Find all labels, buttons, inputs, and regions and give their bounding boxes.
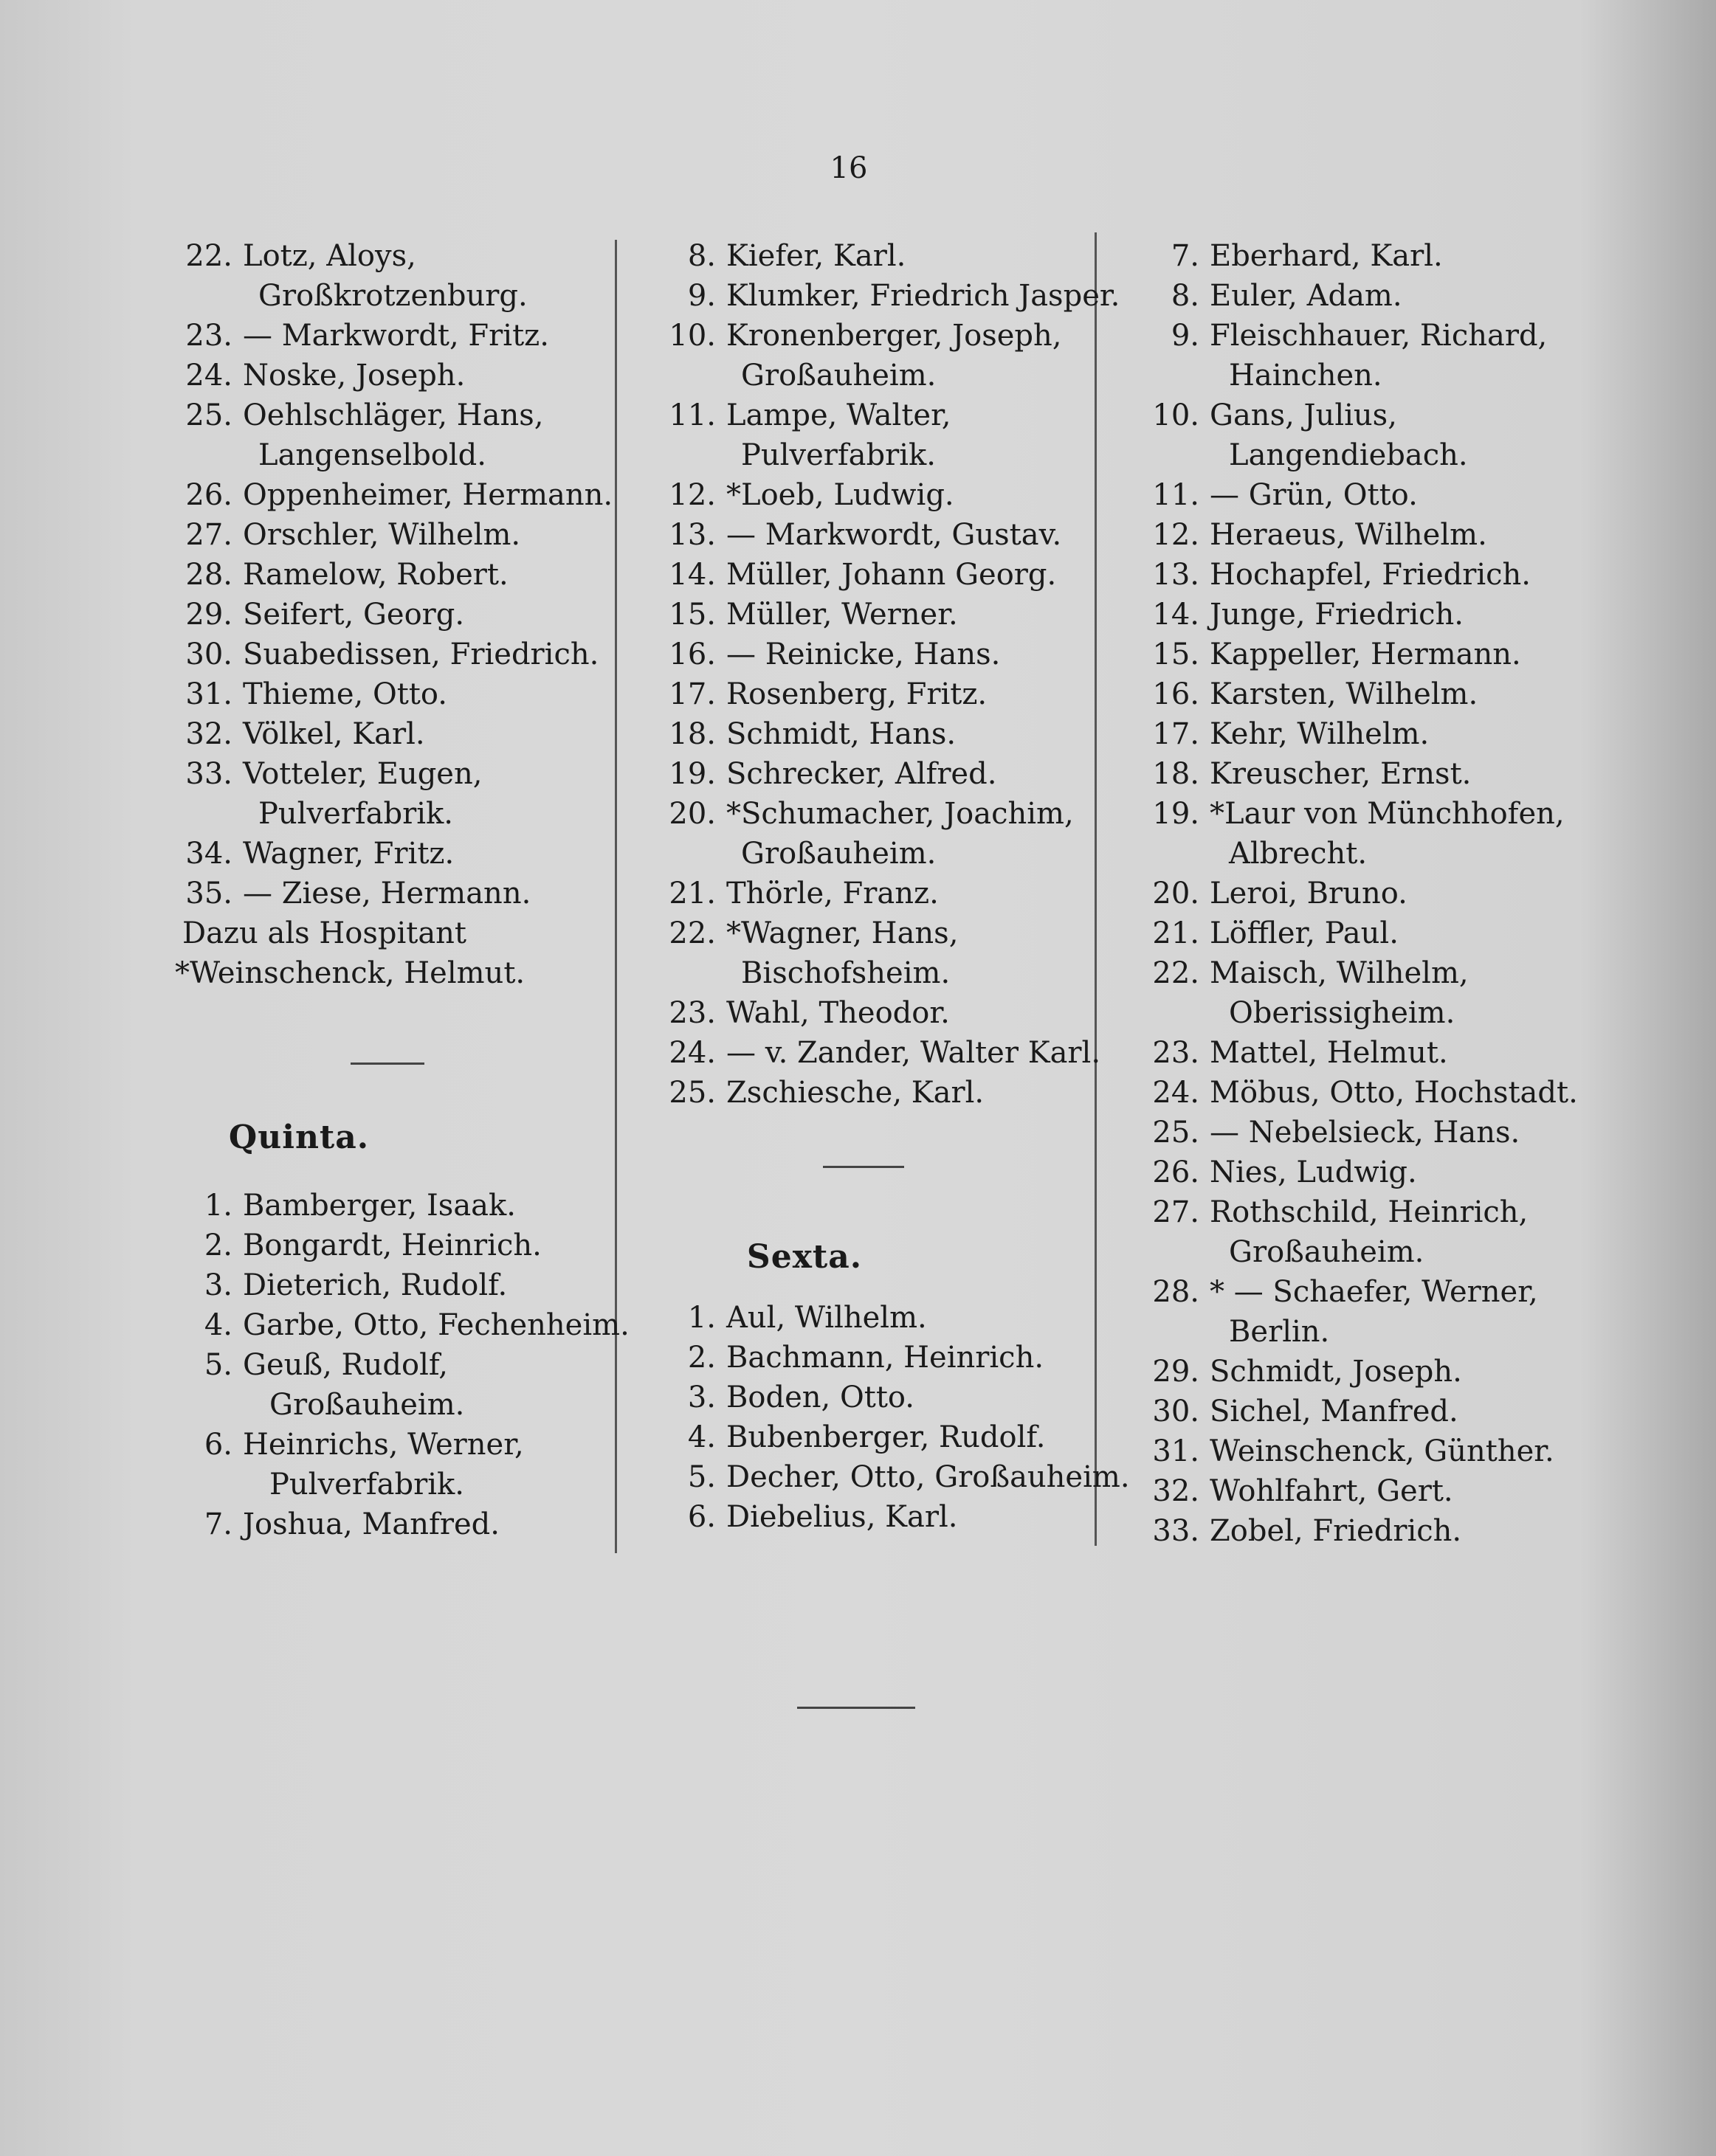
list-item-name: Garbe, Otto, Fechenheim. (243, 1308, 630, 1342)
list-item-name: Rosenberg, Fritz. (726, 677, 988, 711)
list-item-name: Gans, Julius, (1210, 398, 1397, 432)
list-item-name: Decher, Otto, Großauheim. (726, 1460, 1130, 1494)
list-item-number: 28. (185, 558, 232, 592)
list-item (1133, 276, 1605, 316)
list-item-number: 27. (1152, 1195, 1199, 1229)
list-item (649, 515, 1122, 555)
list-item-name: Zobel, Friedrich. (1210, 1514, 1462, 1548)
list-item-name: Joshua, Manfred. (243, 1507, 500, 1541)
list-item (1133, 1352, 1605, 1392)
list-item-number: 19. (669, 757, 716, 791)
list-item-number: 30. (1152, 1395, 1199, 1428)
list-item-name: Wahl, Theodor. (726, 996, 950, 1030)
list-item-continuation: Großkrotzenburg. (258, 279, 528, 313)
list-item-number: 32. (185, 717, 232, 751)
list-item (649, 1073, 1122, 1113)
list-item (166, 1305, 630, 1345)
list-item (166, 555, 624, 595)
list-item-number: 28. (1152, 1275, 1199, 1309)
list-item (166, 316, 624, 356)
list-item-name: Zschiesche, Karl. (726, 1076, 985, 1110)
list-item-number: 26. (185, 478, 232, 512)
page-number: 16 (830, 151, 868, 185)
list-item-number: 23. (185, 319, 232, 353)
list-item-number: 17. (669, 677, 716, 711)
list-item-name: — Markwordt, Gustav. (726, 518, 1062, 552)
list-item (649, 236, 1122, 276)
list-item-number: 13. (669, 518, 716, 552)
list-item (166, 1345, 624, 1385)
list-item-name: *Schumacher, Joachim, (726, 797, 1074, 831)
list-item-name: *Laur von Münchhofen, (1210, 797, 1565, 831)
quinta-heading: Quinta. (228, 1119, 370, 1156)
quinta-entry-list (166, 1186, 630, 1544)
list-item (1133, 1153, 1605, 1192)
list-item (166, 395, 624, 435)
list-item-name: Kappeller, Hermann. (1210, 638, 1521, 671)
list-item (649, 1417, 1122, 1457)
list-item-name: Mattel, Helmut. (1210, 1036, 1448, 1070)
list-item-name: Maisch, Wilhelm, (1210, 956, 1469, 990)
list-item (1133, 555, 1605, 595)
list-item-name: Euler, Adam. (1210, 279, 1402, 313)
list-item-continuation: Langendiebach. (1229, 438, 1468, 472)
list-item-continuation: Hainchen. (1229, 359, 1382, 393)
list-item-number: 18. (669, 717, 716, 751)
list-item-name: *Wagner, Hans, (726, 916, 959, 950)
list-item-name: * — Schaefer, Werner, (1210, 1275, 1538, 1309)
list-item-number: 20. (1152, 877, 1199, 911)
list-item (166, 595, 624, 635)
list-item (166, 475, 624, 515)
list-item-number: 15. (1152, 638, 1199, 671)
list-item (649, 1338, 1122, 1378)
closing-rule (797, 1707, 915, 1709)
list-item (649, 874, 1122, 913)
list-item (1133, 714, 1605, 754)
list-item (649, 714, 1122, 754)
list-item-name: — Ziese, Hermann. (243, 877, 531, 911)
list-item (166, 714, 624, 754)
list-item (1133, 953, 1605, 993)
list-item-name: Klumker, Friedrich Jasper. (726, 279, 1120, 313)
list-item-name: — Nebelsieck, Hans. (1210, 1116, 1520, 1150)
list-item-number: 5. (687, 1460, 716, 1494)
list-item-number: 6. (204, 1428, 232, 1462)
list-item-name: Thieme, Otto. (243, 677, 447, 711)
list-item (1133, 1511, 1605, 1551)
list-item (166, 674, 624, 714)
list-item (649, 595, 1122, 635)
list-item-number: 25. (669, 1076, 716, 1110)
list-item-number: 32. (1152, 1474, 1199, 1508)
list-item (649, 674, 1122, 714)
list-item (649, 635, 1122, 674)
list-item-number: 3. (687, 1381, 716, 1414)
list-item-name: Weinschenck, Günther. (1210, 1434, 1554, 1468)
list-item-number: 19. (1152, 797, 1199, 831)
list-item-number: 8. (687, 239, 716, 273)
list-item-number: 22. (185, 239, 232, 273)
list-item (649, 1033, 1122, 1073)
list-item-name: Müller, Werner. (726, 598, 958, 632)
right-entry-list (1133, 236, 1605, 1551)
list-item-name: Oehlschläger, Hans, (243, 398, 544, 432)
list-item (1133, 1272, 1605, 1312)
list-item-number: 26. (1152, 1155, 1199, 1189)
list-item (166, 834, 624, 874)
list-item-name: Suabedissen, Friedrich. (243, 638, 599, 671)
list-item-continuation: Pulverfabrik. (269, 1468, 464, 1502)
list-item (649, 1378, 1122, 1417)
list-item-number: 7. (204, 1507, 232, 1541)
list-item-number: 33. (1152, 1514, 1199, 1548)
list-item-name: Votteler, Eugen, (243, 757, 483, 791)
list-item-name: Wagner, Fritz. (243, 837, 455, 871)
list-item (166, 356, 624, 395)
list-item-name: Rothschild, Heinrich, (1210, 1195, 1529, 1229)
list-item (649, 1457, 1130, 1497)
list-item (1133, 1073, 1605, 1113)
list-item (1133, 794, 1605, 834)
list-item (1133, 236, 1605, 276)
list-item (166, 1226, 624, 1265)
list-item-number: 1. (687, 1301, 716, 1335)
hospitant-label: Dazu als Hospitant (182, 916, 466, 950)
list-item-number: 31. (185, 677, 232, 711)
list-item-continuation: Albrecht. (1229, 837, 1368, 871)
list-item-name: Löffler, Paul. (1210, 916, 1399, 950)
list-item (166, 236, 624, 276)
list-item (1133, 475, 1605, 515)
list-item-name: Lampe, Walter, (726, 398, 951, 432)
left-column (166, 236, 630, 1544)
list-item-number: 24. (669, 1036, 716, 1070)
list-item-name: Kehr, Wilhelm. (1210, 717, 1430, 751)
list-item-name: Kronenberger, Joseph, (726, 319, 1062, 353)
list-item-name: Orschler, Wilhelm. (243, 518, 521, 552)
list-item-continuation: Berlin. (1229, 1315, 1330, 1349)
list-item-name: Karsten, Wilhelm. (1210, 677, 1478, 711)
list-item-name: Oppenheimer, Hermann. (243, 478, 613, 512)
list-item-continuation: Pulverfabrik. (258, 797, 453, 831)
list-item-number: 24. (1152, 1076, 1199, 1110)
list-item-name: Thörle, Franz. (726, 877, 939, 911)
list-item-name: Nies, Ludwig. (1210, 1155, 1417, 1189)
list-item (166, 1186, 624, 1226)
list-item-name: Bamberger, Isaak. (243, 1189, 516, 1223)
list-item-continuation: Großauheim. (1229, 1235, 1424, 1269)
list-item-name: Hochapfel, Friedrich. (1210, 558, 1531, 592)
list-item (166, 1504, 624, 1544)
list-item-name: — Markwordt, Fritz. (243, 319, 549, 353)
list-item (649, 276, 1122, 316)
list-item-name: Noske, Joseph. (243, 359, 466, 393)
list-item-name: *Loeb, Ludwig. (726, 478, 954, 512)
list-item-name: Lotz, Aloys, (243, 239, 416, 273)
list-item-number: 30. (185, 638, 232, 671)
list-item-number: 15. (669, 598, 716, 632)
list-item-continuation: Großauheim. (269, 1388, 465, 1422)
list-item (166, 754, 624, 794)
list-item-name: — Grün, Otto. (1210, 478, 1418, 512)
list-item-number: 1. (204, 1189, 232, 1223)
list-item (649, 1298, 1122, 1338)
list-item-number: 14. (669, 558, 716, 592)
list-item (1133, 674, 1605, 714)
list-item-name: Junge, Friedrich. (1210, 598, 1464, 632)
list-item-number: 24. (185, 359, 232, 393)
middle-entry-list (649, 236, 1122, 1113)
list-item-number: 2. (204, 1229, 232, 1262)
list-item (1133, 595, 1605, 635)
list-item (649, 794, 1122, 834)
list-item-number: 18. (1152, 757, 1199, 791)
sexta-heading: Sexta. (746, 1238, 863, 1276)
list-item-number: 33. (185, 757, 232, 791)
list-item-continuation: Großauheim. (741, 359, 937, 393)
list-item-number: 22. (669, 916, 716, 950)
separator-rule-middle (823, 1166, 904, 1168)
list-item (649, 475, 1122, 515)
list-item (166, 874, 624, 913)
list-item-number: 23. (669, 996, 716, 1030)
list-item-number: 25. (185, 398, 232, 432)
list-item-name: Schmidt, Hans. (726, 717, 957, 751)
list-item-number: 6. (687, 1500, 716, 1534)
list-item-name: — v. Zander, Walter Karl. (726, 1036, 1101, 1070)
list-item-name: Völkel, Karl. (243, 717, 425, 751)
list-item-name: Wohlfahrt, Gert. (1210, 1474, 1453, 1508)
list-item (1133, 1471, 1605, 1511)
list-item-name: — Reinicke, Hans. (726, 638, 1001, 671)
list-item-number: 5. (204, 1348, 232, 1382)
list-item (166, 635, 624, 674)
list-item-name: Schmidt, Joseph. (1210, 1355, 1462, 1389)
list-item-name: Ramelow, Robert. (243, 558, 509, 592)
sexta-entry-list (649, 1298, 1130, 1537)
list-item (649, 913, 1122, 953)
left-entry-list (166, 236, 624, 913)
list-item-number: 31. (1152, 1434, 1199, 1468)
list-item (1133, 874, 1605, 913)
list-item-number: 22. (1152, 956, 1199, 990)
list-item-continuation: Bischofsheim. (741, 956, 951, 990)
middle-column (649, 236, 1130, 1537)
list-item (649, 316, 1122, 356)
list-item-number: 7. (1171, 239, 1199, 273)
list-item-number: 11. (1152, 478, 1199, 512)
list-item-name: Dieterich, Rudolf. (243, 1268, 508, 1302)
list-item-name: Heinrichs, Werner, (243, 1428, 524, 1462)
list-item (1133, 1392, 1605, 1431)
list-item-name: Heraeus, Wilhelm. (1210, 518, 1487, 552)
list-item (1133, 754, 1605, 794)
list-item-name: Eberhard, Karl. (1210, 239, 1443, 273)
list-item-number: 12. (669, 478, 716, 512)
list-item-name: Aul, Wilhelm. (726, 1301, 927, 1335)
list-item-name: Geuß, Rudolf, (243, 1348, 448, 1382)
list-item (1133, 1113, 1605, 1153)
list-item-name: Bachmann, Heinrich. (726, 1341, 1044, 1375)
list-item-name: Kiefer, Karl. (726, 239, 906, 273)
list-item-name: Boden, Otto. (726, 1381, 914, 1414)
list-item (1133, 395, 1605, 435)
list-item-number: 14. (1152, 598, 1199, 632)
list-item-number: 10. (669, 319, 716, 353)
list-item-number: 8. (1171, 279, 1199, 313)
list-item-number: 13. (1152, 558, 1199, 592)
list-item-number: 16. (1152, 677, 1199, 711)
list-item (649, 555, 1122, 595)
list-item-number: 12. (1152, 518, 1199, 552)
list-item-number: 35. (185, 877, 232, 911)
list-item-continuation: Langenselbold. (258, 438, 487, 472)
list-item-number: 23. (1152, 1036, 1199, 1070)
list-item-continuation: Pulverfabrik. (741, 438, 936, 472)
list-item-name: Bongardt, Heinrich. (243, 1229, 542, 1262)
list-item-number: 21. (669, 877, 716, 911)
list-item-number: 29. (185, 598, 232, 632)
list-item-number: 11. (669, 398, 716, 432)
list-item-name: Seifert, Georg. (243, 598, 465, 632)
list-item (1133, 1192, 1605, 1232)
list-item-number: 4. (204, 1308, 232, 1342)
list-item-number: 20. (669, 797, 716, 831)
list-item (1133, 316, 1605, 356)
list-item-number: 9. (1171, 319, 1199, 353)
list-item (166, 515, 624, 555)
right-column (1133, 236, 1605, 1551)
list-item-name: Möbus, Otto, Hochstadt. (1210, 1076, 1578, 1110)
list-item (1133, 635, 1605, 674)
list-item-name: Bubenberger, Rudolf. (726, 1420, 1046, 1454)
list-item (166, 1425, 624, 1465)
list-item-continuation: Großauheim. (741, 837, 937, 871)
list-item (649, 1497, 1122, 1537)
list-item-number: 2. (687, 1341, 716, 1375)
list-item-number: 4. (687, 1420, 716, 1454)
list-item-number: 3. (204, 1268, 232, 1302)
list-item-number: 34. (185, 837, 232, 871)
list-item (1133, 1431, 1605, 1471)
list-item-name: Sichel, Manfred. (1210, 1395, 1458, 1428)
list-item-number: 17. (1152, 717, 1199, 751)
list-item-number: 10. (1152, 398, 1199, 432)
list-item-name: Schrecker, Alfred. (726, 757, 997, 791)
list-item-name: Diebelius, Karl. (726, 1500, 958, 1534)
list-item (1133, 913, 1605, 953)
list-item (1133, 515, 1605, 555)
list-item-number: 16. (669, 638, 716, 671)
list-item (649, 993, 1122, 1033)
list-item (649, 395, 1122, 435)
list-item (166, 1265, 624, 1305)
list-item-continuation: Oberissigheim. (1229, 996, 1455, 1030)
list-item-number: 29. (1152, 1355, 1199, 1389)
list-item-number: 27. (185, 518, 232, 552)
list-item-name: Müller, Johann Georg. (726, 558, 1057, 592)
list-item-number: 9. (687, 279, 716, 313)
hospitant-name: *Weinschenck, Helmut. (175, 956, 526, 990)
list-item-name: Kreuscher, Ernst. (1210, 757, 1472, 791)
separator-rule-left (351, 1063, 424, 1065)
list-item-number: 21. (1152, 916, 1199, 950)
list-item-number: 25. (1152, 1116, 1199, 1150)
list-item-name: Fleischhauer, Richard, (1210, 319, 1548, 353)
list-item (1133, 1033, 1605, 1073)
list-item-name: Leroi, Bruno. (1210, 877, 1407, 911)
list-item (649, 754, 1122, 794)
